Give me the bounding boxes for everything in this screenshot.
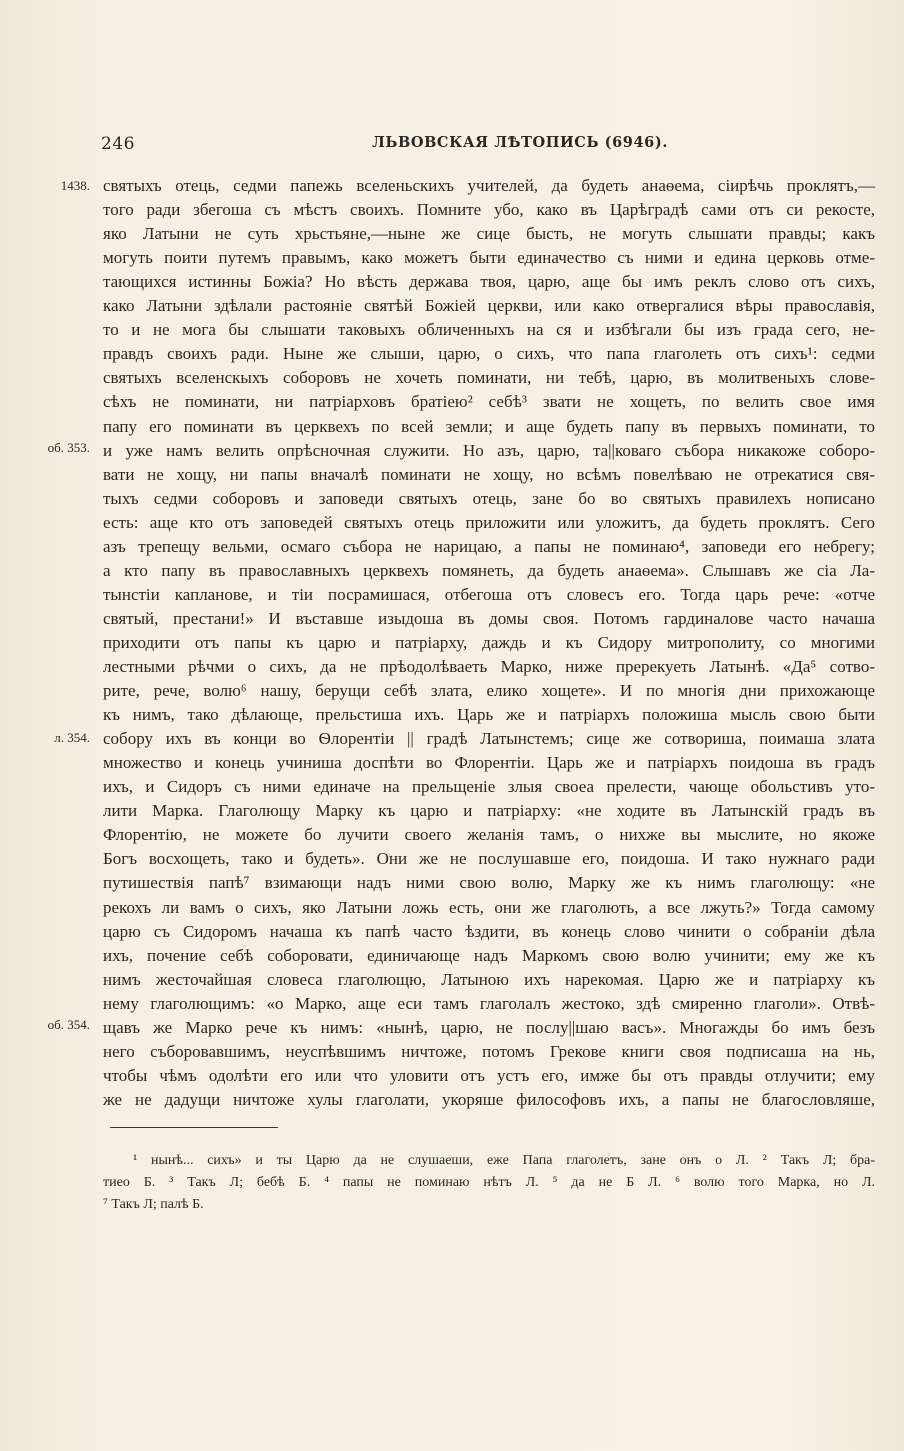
text-line: щавъ же Марко рече къ нимъ: «нынѣ, царю, не послу||шаю васъ». Многажды бо имъ безъ — [103, 1017, 875, 1037]
text-line: же не дадущи ничтоже хулы глаголати, укоряше философовъ ихъ, а папы не благословляше, — [103, 1089, 875, 1109]
text-line: Флорентію, не можете бо лучити своего желанія тамъ, о нихже вы мыслите, но якоже — [103, 825, 875, 845]
text-line: святый, престани!» И въставше изыдоша въ домы своя. Потомъ гардиналове часто начаша — [103, 608, 875, 628]
footnote-divider — [110, 1127, 278, 1128]
text-line: папу его поминати въ церквехъ по всей земли; и аще будеть папу въ первыхъ поминати, то — [103, 416, 875, 436]
text-line: тающихся истинны Божіа? Но вѣсть держава твоя, царю, аще бы имъ реклъ слово отъ сихъ, — [103, 272, 875, 292]
text-line: нему глаголющимъ: «о Марко, аще еси тамъ глаголалъ жестоко, здѣ смиренно глаголи». Отвѣ- — [103, 993, 875, 1013]
text-line: къ нимъ, тако дѣлающе, прельстиша ихъ. Царь же и патріархъ положиша мысль свою быти — [103, 705, 875, 725]
text-line: царю съ Сидоромъ начаша къ папѣ часто ѣздити, въ конець слово чинити о собраніи дѣла — [103, 921, 875, 941]
text-line: то и не мога бы слышати таковыхъ обличенныхъ на ся и избѣгали бы изъ града сего, не- — [103, 320, 875, 340]
text-line: святыхъ вселенскыхъ соборовъ не хочеть поминати, ни тебѣ, царю, въ молитвеныхъ слове- — [103, 368, 875, 388]
text-line: и уже намъ велить опрѣсночная служити. Но азъ, царю, та||коваго събора никакоже соборо- — [103, 440, 875, 460]
text-line: сѣхъ не поминати, ни патріарховъ братіею² себѣ³ звати не хощеть, по велить свое имя — [103, 392, 875, 412]
margin-note-folio: об. 354. — [47, 1017, 90, 1032]
running-title: ЛЬВОВСКАЯ ЛѢТОПИСЬ (6946). — [372, 134, 668, 151]
margin-note-folio: л. 354. — [54, 730, 90, 745]
text-line: святыхъ отець, седми папежь вселеньскихъ учителей, да будеть анаѳема, сіирѣчь проклятъ,— — [103, 176, 875, 195]
text-line: ихъ, и Сидоръ съ ними единаче на прельщеніе злыя своеа прелести, чающе обольстивъ уто- — [103, 777, 875, 797]
text-line: рите, рече, волю⁶ нашу, берущи себѣ злата, елико хощете». И по многія дни прихожающе — [103, 681, 875, 701]
text-line: а кто папу въ православныхъ церквехъ помянеть, да будеть анаѳема». Слышавъ же сіа Ла- — [103, 560, 875, 580]
text-line: азъ трепещу вельми, осмаго събора не нарицаю, а папы не поминаю⁴, заповеди его небрегу; — [103, 536, 875, 556]
footnote-line: ⁷ Такъ Л; палѣ Б. — [103, 1197, 204, 1212]
text-line: лити Марка. Глаголющу Марку къ царю и патріарху: «не ходите въ Латынскій градъ въ — [103, 801, 875, 821]
text-line: есть: аще кто отъ заповедей святыхъ отець приложити или уложитъ, да будеть проклятъ. Сего — [103, 512, 875, 532]
text-line: могуть поити путемъ правымъ, како можетъ быти единачество съ ними и едина церковь отме- — [103, 248, 875, 268]
text-line: вати не хощу, ни папы вначалѣ поминати не хощу, но вcѣмъ повелѣваю не отрекатися свя- — [103, 464, 875, 484]
text-line: рекохъ ли вамъ о сихъ, яко Латыни ложь есть, они же глаголють, а все лжуть?» Тогда самому — [103, 897, 875, 917]
text-line: приходити отъ папы къ царю и патріарху, даждь и къ Сидору митрополиту, со многими — [103, 632, 875, 652]
margin-note-year: 1438. — [60, 178, 90, 193]
text-line: како Латыни здѣлали растояніе святѣй Божіей церкви, или како отвергалися вѣры православія, — [103, 296, 875, 316]
text-line: путишествія папѣ⁷ взимающи надъ ними свою волю, Марку же къ нимъ глаголющу: «не — [103, 873, 875, 893]
page-number: 246 — [101, 134, 135, 154]
text-line: множество и конець учиниша доспѣти во Флорентіи. Царь же и патріархъ поидоша въ градъ — [103, 753, 875, 773]
text-line: нимъ жесточайшая словеса глаголющю, Латыною ихъ нарекомая. Царю же и патріарху къ — [103, 969, 875, 989]
text-line: чтобы чѣмъ одолѣти его или что уловити отъ устъ его, имже бы отъ правды отлучити; ему — [103, 1065, 875, 1085]
text-line: собору ихъ въ конци во Ѳлорентіи || градѣ Латынстемъ; сице же сотвориша, поимаша злата — [103, 729, 875, 749]
text-line: Богъ восхощеть, тако и будеть». Они же не послушавше его, поидоша. И тако нужнаго ради — [103, 849, 875, 869]
text-line: тыхъ седми соборовъ и заповеди святыхъ отець, зане бо во святыхъ правилехъ нописано — [103, 488, 875, 508]
text-line: правдъ своихъ ради. Ныне же слыши, царю, о сихъ, что папа глаголеть отъ сихъ¹: седми — [103, 344, 875, 364]
text-line: него съборовавшимъ, неуспѣвшимъ ничтоже, потомъ Грекове книги своя подписаша на нь, — [103, 1041, 875, 1061]
text-line: яко Латыни не суть хрьстьяне,—ныне же сице бысть, не могуть слышати правды; какъ — [103, 224, 875, 244]
text-line: ихъ, почениe себѣ соборовати, единичающе надъ Маркомъ свою волю учинити; ему же къ — [103, 945, 875, 965]
text-line: лестными рѣчми о сихъ, да не прѣодолѣваеть Марко, ниже пререкуеть Латынѣ. «Да⁵ сотво- — [103, 657, 875, 676]
text-line: тынстіи каплановe, и тіи посрамишася, отбегоша отъ словесъ его. Тогда царь рече: «отче — [103, 584, 875, 604]
text-line: того ради збегоша съ мѣстъ своихъ. Помните убо, како въ Царѣградѣ сами отъ си рекосте, — [103, 200, 875, 220]
footnote-line: ¹ нынѣ... сихъ» и ты Царю да не слушаеши, еже Папа глаголетъ, зане онъ о Л. ² Такъ Л; бра- — [133, 1153, 875, 1168]
footnote-line: тиео Б. ³ Такъ Л; бебѣ Б. ⁴ папы не поминаю нѣтъ Л. ⁵ да не Б Л. ⁶ волю того Марка, но Л. — [103, 1175, 875, 1190]
margin-note-folio: об. 353. — [47, 440, 90, 455]
